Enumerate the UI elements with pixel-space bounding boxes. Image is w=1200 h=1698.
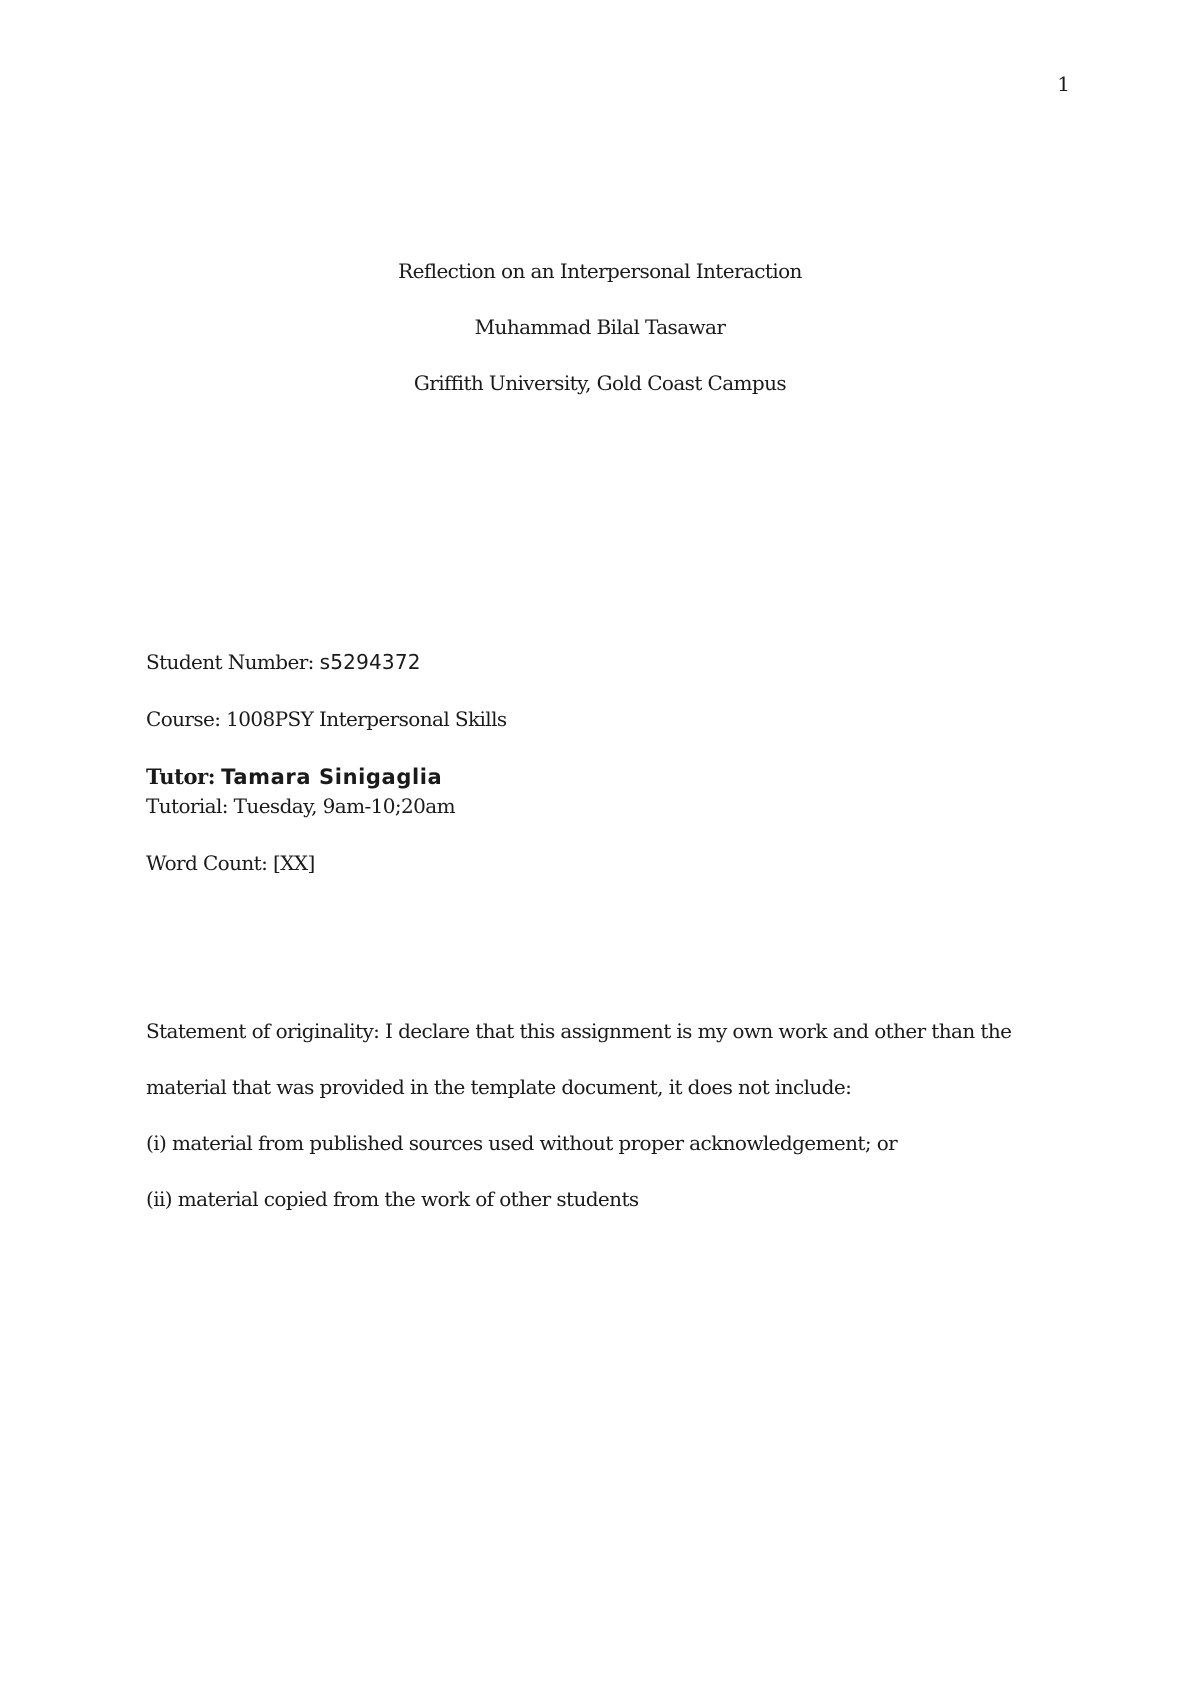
- statement-item-2: (ii) material copied from the work of other students: [146, 1187, 639, 1211]
- title-block: [0, 257, 1200, 425]
- tutorial-line: Tutorial: Tuesday, 9am-10;20am: [146, 794, 455, 818]
- document-title: Reflection on an Interpersonal Interaction: [398, 259, 802, 283]
- statement-line-1: Statement of originality: I declare that this assignment is my own work and other than the: [146, 1019, 1012, 1043]
- course-line: Course: 1008PSY Interpersonal Skills: [146, 707, 507, 731]
- student-number-line: [146, 650, 421, 674]
- institution: Griffith University, Gold Coast Campus: [413, 371, 787, 395]
- author-name: Muhammad Bilal Tasawar: [474, 315, 726, 339]
- page-number: 1: [1057, 72, 1070, 96]
- student-number-label: Student Number:: [146, 650, 314, 674]
- word-count-line: Word Count: [XX]: [146, 851, 315, 875]
- statement-item-1: (i) material from published sources used without proper acknowledgement; or: [146, 1131, 898, 1155]
- originality-statement: [146, 1017, 1066, 1241]
- tutor-label: Tutor:: [146, 764, 216, 789]
- statement-line-2: material that was provided in the template document, it does not include:: [146, 1075, 852, 1099]
- tutor-line: [146, 764, 442, 789]
- student-number-value: s5294372: [319, 650, 421, 674]
- tutor-name: Tamara Sinigaglia: [221, 765, 443, 789]
